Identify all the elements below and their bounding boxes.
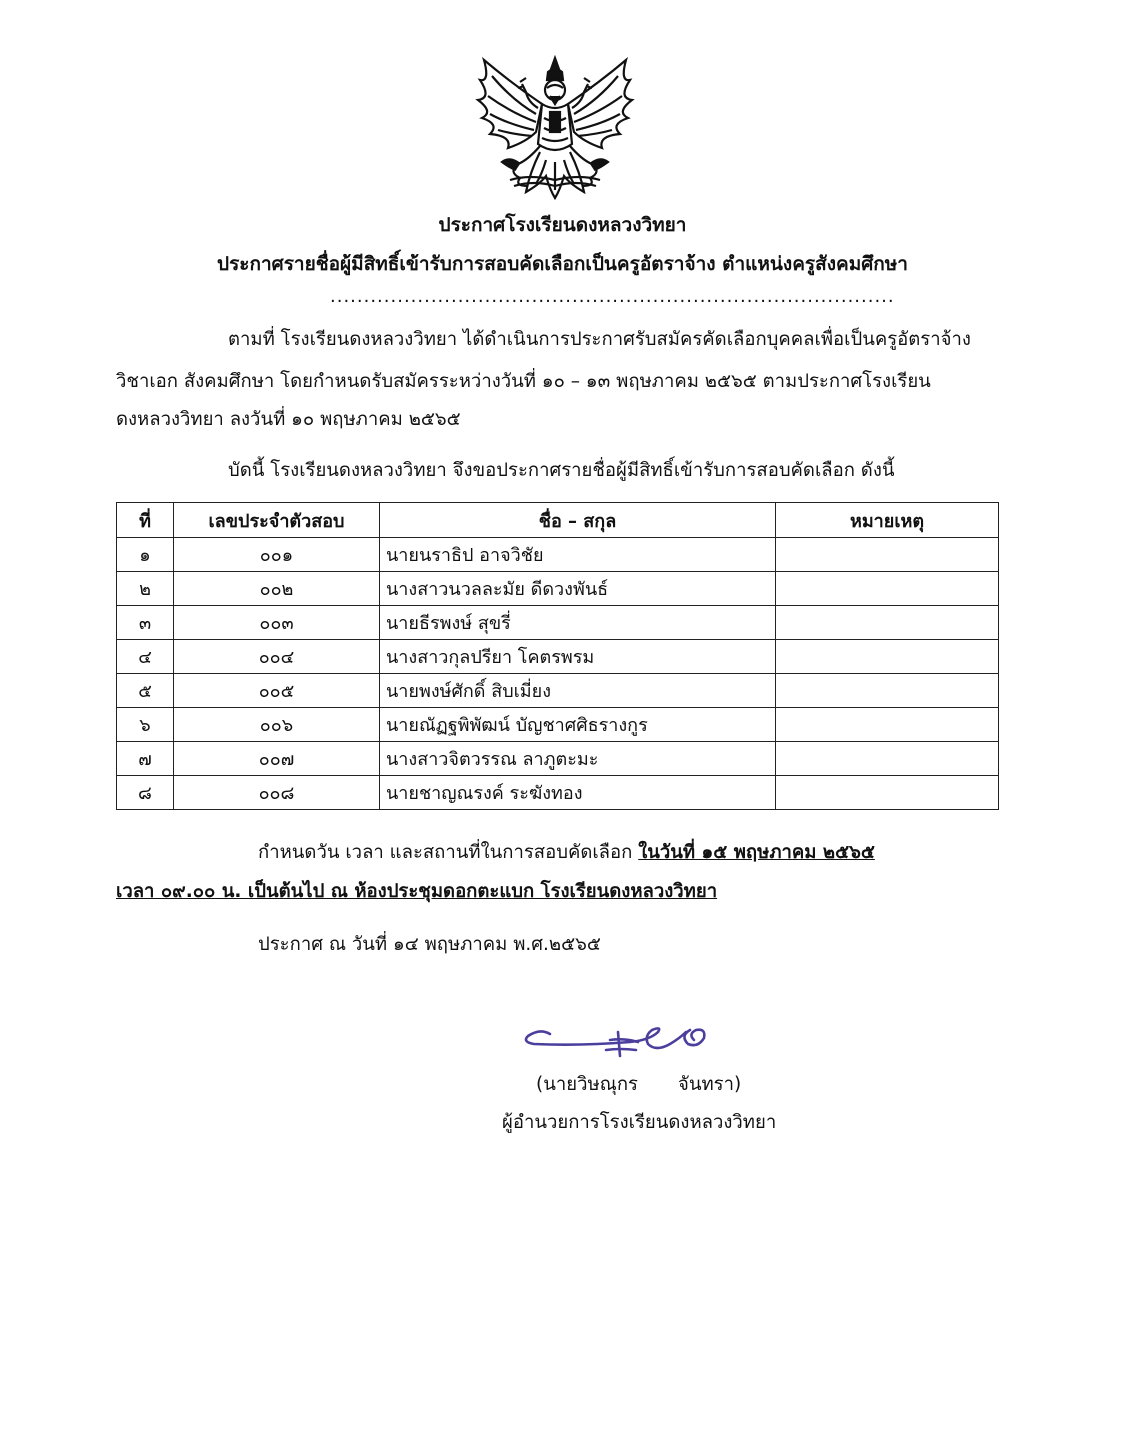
row-no: ๔ [117, 640, 174, 674]
table-header-row [117, 503, 999, 538]
row-full-name: นายพงษ์ศักดิ์ สิบเมี่ยง [380, 674, 776, 708]
intro-paragraph-line-1: ตามที่ โรงเรียนดงหลวงวิทยา ได้ดำเนินการประกาศรับสมัครคัดเลือกบุคคลเพื่อเป็นครูอัตราจ้าง [228, 329, 971, 350]
row-exam-id: ๐๐๒ [174, 572, 380, 606]
header-exam-id: เลขประจำตัวสอบ [174, 503, 380, 538]
row-exam-id: ๐๐๑ [174, 538, 380, 572]
row-no: ๒ [117, 572, 174, 606]
row-exam-id: ๐๐๗ [174, 742, 380, 776]
row-no: ๗ [117, 742, 174, 776]
candidate-table [116, 502, 999, 810]
row-remark [776, 606, 999, 640]
dotted-divider: .................................................................................... [330, 286, 895, 307]
row-full-name: นางสาวนวลละมัย ดีดวงพันธ์ [380, 572, 776, 606]
row-full-name: นายชาญณรงค์ ระฆังทอง [380, 776, 776, 810]
row-full-name: นายณัฏฐพิพัฒน์ บัญชาศศิธรางกูร [380, 708, 776, 742]
row-full-name: นางสาวกุลปรียา โคตรพรม [380, 640, 776, 674]
announcement-paragraph: บัดนี้ โรงเรียนดงหลวงวิทยา จึงขอประกาศรายชื่อผู้มีสิทธิ์เข้ารับการสอบคัดเลือก ดังนี้ [228, 460, 895, 481]
announcement-title: ประกาศโรงเรียนดงหลวงวิทยา [438, 214, 687, 236]
row-exam-id: ๐๐๓ [174, 606, 380, 640]
row-full-name: นายธีรพงษ์ สุขรี่ [380, 606, 776, 640]
table-row [117, 572, 999, 606]
announcement-subtitle: ประกาศรายชื่อผู้มีสิทธิ์เข้ารับการสอบคัดเลือกเป็นครูอัตราจ้าง ตำแหน่งครูสังคมศึกษา [217, 253, 908, 275]
row-exam-id: ๐๐๘ [174, 776, 380, 810]
signer-name [536, 1070, 741, 1099]
row-remark [776, 640, 999, 674]
intro-paragraph-line-3: ดงหลวงวิทยา ลงวันที่ ๑๐ พฤษภาคม ๒๕๖๕ [116, 409, 461, 430]
table-row [117, 708, 999, 742]
row-remark [776, 538, 999, 572]
row-no: ๘ [117, 776, 174, 810]
garuda-emblem [470, 52, 640, 202]
signature-mark [520, 1018, 715, 1066]
row-no: ๖ [117, 708, 174, 742]
row-no: ๕ [117, 674, 174, 708]
row-remark [776, 742, 999, 776]
row-remark [776, 776, 999, 810]
table-row [117, 640, 999, 674]
header-no: ที่ [117, 503, 174, 538]
header-remark: หมายเหตุ [776, 503, 999, 538]
row-no: ๑ [117, 538, 174, 572]
table-row [117, 742, 999, 776]
schedule-line-1 [258, 838, 875, 867]
row-exam-id: ๐๐๕ [174, 674, 380, 708]
row-remark [776, 674, 999, 708]
exam-date: ในวันที่ ๑๕ พฤษภาคม ๒๕๖๕ [638, 842, 875, 863]
table-row [117, 538, 999, 572]
header-full-name: ชื่อ – สกุล [380, 503, 776, 538]
announced-date: ประกาศ ณ วันที่ ๑๔ พฤษภาคม พ.ศ.๒๕๖๕ [258, 934, 601, 955]
table-row [117, 674, 999, 708]
row-full-name: นางสาวจิตวรรณ ลาภูตะมะ [380, 742, 776, 776]
table-row [117, 776, 999, 810]
row-exam-id: ๐๐๖ [174, 708, 380, 742]
row-exam-id: ๐๐๔ [174, 640, 380, 674]
row-no: ๓ [117, 606, 174, 640]
row-remark [776, 572, 999, 606]
signer-position: ผู้อำนวยการโรงเรียนดงหลวงวิทยา [502, 1112, 777, 1133]
exam-time-place: เวลา ๐๙.๐๐ น. เป็นต้นไป ณ ห้องประชุมดอกตะแบก โรงเรียนดงหลวงวิทยา [116, 881, 718, 902]
schedule-intro: กำหนดวัน เวลา และสถานที่ในการสอบคัดเลือก [258, 842, 639, 863]
row-remark [776, 708, 999, 742]
table-row [117, 606, 999, 640]
row-full-name: นายนราธิป อาจวิชัย [380, 538, 776, 572]
signer-last-name: จันทรา) [677, 1074, 742, 1095]
signer-first-name: (นายวิษณุกร [536, 1074, 638, 1095]
intro-paragraph-line-2: วิชาเอก สังคมศึกษา โดยกำหนดรับสมัครระหว่างวันที่ ๑๐ – ๑๓ พฤษภาคม ๒๕๖๕ ตามประกาศโรงเรียน [116, 371, 931, 392]
